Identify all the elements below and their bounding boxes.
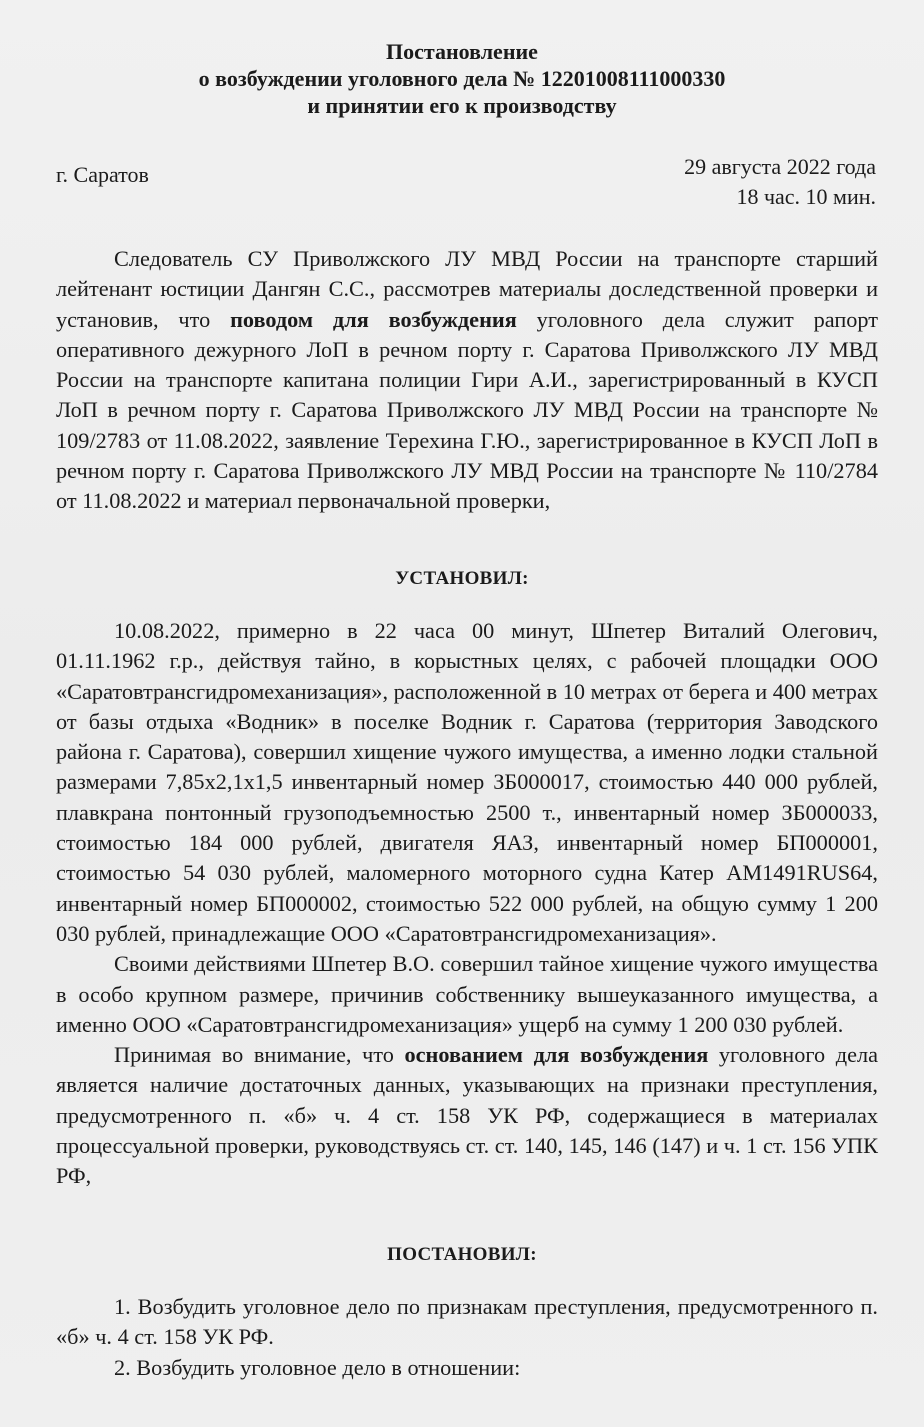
title-line-3: и принятии его к производству xyxy=(307,93,617,118)
established-body xyxy=(56,616,878,1192)
intro-paragraph xyxy=(56,244,878,517)
city: г. Саратов xyxy=(56,162,149,187)
established-paragraph-3 xyxy=(56,1040,878,1191)
para3-text-2: уголовного дела является наличие достаточных данных, указывающих на признаки преступления, предусмотренного п. «б» ч. 4 ст. 158 УК РФ, содержащиеся в материалах процессуальной проверки, руководствуясь ст. ст. 140, 145, 146 (147) и ч. 1 ст. 156 УПК РФ, xyxy=(56,1042,878,1189)
established-paragraph-1: 10.08.2022, примерно в 22 часа 00 минут, Шпетер Виталий Олегович, 01.11.1962 г.р., действуя тайно, в корыстных целях, с рабочей площадки ООО «Саратовтрансгидромеханизация», расположенной в 10 метрах от берега и 400 метрах от базы отдыха «Водник» в поселке Водник г. Саратова (территория Заводского района г. Саратова), совершил хищение чужого имущества, а именно лодки стальной размерами 7,85х2,1х1,5 инвентарный номер ЗБ000017, стоимостью 440 000 рублей, плавкрана понтонный грузоподъемностью 2500 т., инвентарный номер ЗБ000033, стоимостью 184 000 рублей, двигателя ЯАЗ, инвентарный номер БП000001, стоимостью 54 030 рублей, маломерного моторного судна Катер АМ1491RUS64, инвентарный номер БП000002, стоимостью 522 000 рублей, на общую сумму 1 200 030 рублей, принадлежащие ООО «Саратовтрансгидромеханизация». xyxy=(56,618,878,946)
document-title xyxy=(0,38,924,119)
established-paragraph-2: Своими действиями Шпетер В.О. совершил тайное хищение чужого имущества в особо крупном размере, причинив собственнику вышеуказанного имущества, а именно ООО «Саратовтрансгидромеханизация» ущерб на сумму 1 200 030 рублей. xyxy=(56,951,878,1037)
intro-bold: поводом для возбуждения xyxy=(230,306,517,332)
title-line-2: о возбуждении уголовного дела № 12201008111000330 xyxy=(198,66,726,91)
resolved-item-1: 1. Возбудить уголовное дело по признакам преступления, предусмотренного п. «б» ч. 4 ст. 158 УК РФ. xyxy=(56,1294,878,1350)
intro-text-1: Следователь СУ Приволжского ЛУ МВД России на транспорте старший лейтенант юстиции Дангян С.С., рассмотрев материалы доследственной проверки и установив, что xyxy=(56,246,878,332)
intro-text-2: уголовного дела служит рапорт оперативного дежурного ЛоП в речном порту г. Саратова Приволжского ЛУ МВД России на транспорте капитана полиции Гири А.И., зарегистрированный в КУСП ЛоП в речном порту г. Саратова Приволжского ЛУ МВД России на транспорте № 109/2783 от 11.08.2022, заявление Терехина Г.Ю., зарегистрированное в КУСП ЛоП в речном порту г. Саратова Приволжского ЛУ МВД России на транспорте № 110/2784 от 11.08.2022 и материал первоначальной проверки, xyxy=(56,306,879,514)
time: 18 час. 10 мин. xyxy=(736,184,876,209)
section-heading-resolved: ПОСТАНОВИЛ: xyxy=(387,1244,537,1265)
title-line-1: Постановление xyxy=(386,39,538,64)
resolved-body xyxy=(56,1292,878,1383)
section-heading-established: УСТАНОВИЛ: xyxy=(395,568,529,589)
para3-text-1: Принимая во внимание, что xyxy=(114,1042,405,1068)
resolved-item-2: 2. Возбудить уголовное дело в отношении: xyxy=(114,1354,521,1380)
date: 29 августа 2022 года xyxy=(684,154,876,179)
date-block xyxy=(684,152,876,212)
para3-bold: основанием для возбуждения xyxy=(404,1042,709,1068)
